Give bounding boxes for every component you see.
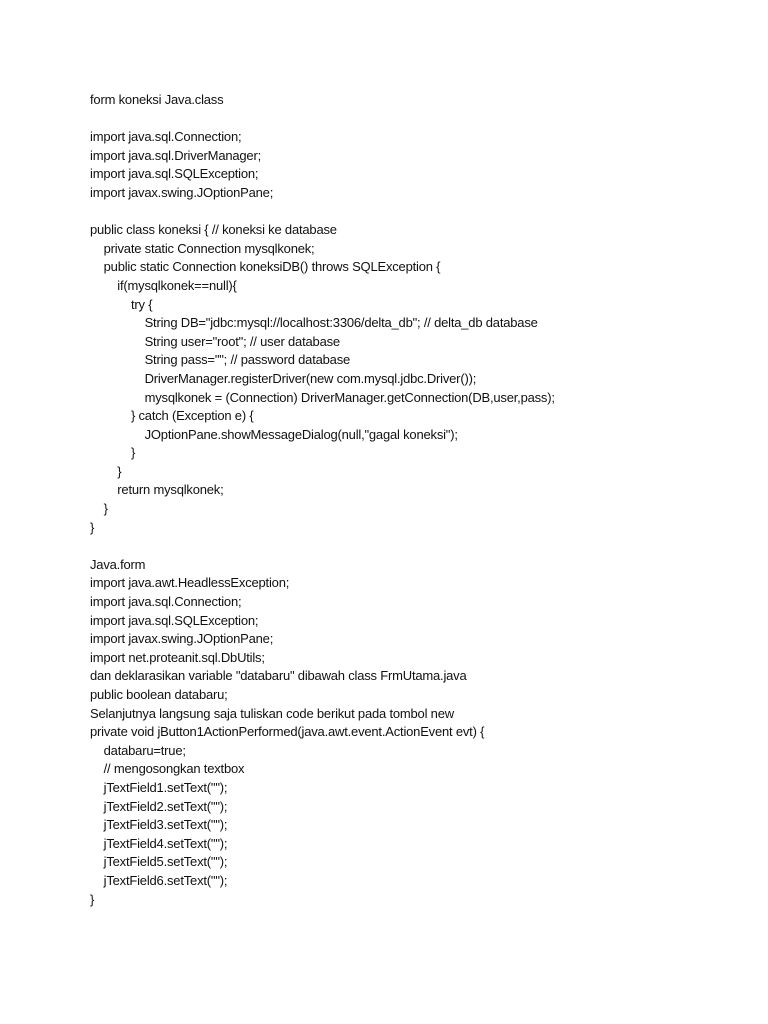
code-line: public class koneksi { // koneksi ke database xyxy=(90,222,337,238)
code-line: jTextField6.setText(""); xyxy=(90,872,228,888)
code-line: private static Connection mysqlkonek; xyxy=(90,240,315,256)
code-line: databaru=true; xyxy=(90,742,186,758)
code-line: String DB="jdbc:mysql://localhost:3306/delta_db"; // delta_db database xyxy=(90,315,538,331)
code-line: import java.awt.HeadlessException; xyxy=(90,575,290,591)
code-line: import java.sql.Connection; xyxy=(90,129,242,145)
code-line: import java.sql.Connection; xyxy=(90,594,242,610)
code-line: import javax.swing.JOptionPane; xyxy=(90,184,274,200)
code-line: JOptionPane.showMessageDialog(null,"gagal koneksi"); xyxy=(90,426,458,442)
blank-line xyxy=(90,203,750,222)
code-line: public static Connection koneksiDB() throws SQLException { xyxy=(90,259,441,275)
code-line: try { xyxy=(90,296,153,312)
code-line: return mysqlkonek; xyxy=(90,482,224,498)
code-line: } xyxy=(90,501,108,517)
code-line: Selanjutnya langsung saja tuliskan code berikut pada tombol new xyxy=(90,705,454,721)
code-line: import java.sql.DriverManager; xyxy=(90,147,262,163)
code-line: import javax.swing.JOptionPane; xyxy=(90,631,274,647)
code-line: } xyxy=(90,891,95,907)
section-title: form koneksi Java.class xyxy=(90,92,224,107)
code-line: public boolean databaru; xyxy=(90,687,228,702)
blank-line xyxy=(90,110,750,129)
code-line: // mengosongkan textbox xyxy=(90,761,245,777)
code-line: } xyxy=(90,463,122,479)
code-line: mysqlkonek = (Connection) DriverManager.getConnection(DB,user,pass); xyxy=(90,389,555,405)
code-line: } xyxy=(90,519,95,535)
code-line: String pass=""; // password database xyxy=(90,352,351,368)
code-line: jTextField1.setText(""); xyxy=(90,779,228,795)
code-line: jTextField2.setText(""); xyxy=(90,798,228,814)
code-line: jTextField5.setText(""); xyxy=(90,854,228,870)
code-line: } xyxy=(90,445,136,461)
code-line: DriverManager.registerDriver(new com.mysql.jdbc.Driver()); xyxy=(90,370,477,386)
blank-line xyxy=(90,537,750,556)
section-title: Java.form xyxy=(90,556,146,572)
code-line: } catch (Exception e) { xyxy=(90,408,254,424)
code-block-koneksi xyxy=(90,110,750,556)
code-line: import java.sql.SQLException; xyxy=(90,166,259,182)
code-line: import java.sql.SQLException; xyxy=(90,612,259,628)
code-line: if(mysqlkonek==null){ xyxy=(90,277,237,293)
code-line: String user="root"; // user database xyxy=(90,333,340,349)
code-line: jTextField3.setText(""); xyxy=(90,817,228,833)
document-body xyxy=(90,91,750,909)
code-block-java-form xyxy=(90,574,750,909)
code-line: import net.proteanit.sql.DbUtils; xyxy=(90,649,265,665)
code-line: jTextField4.setText(""); xyxy=(90,835,228,851)
code-line: dan deklarasikan variable "databaru" dibawah class FrmUtama.java xyxy=(90,668,467,684)
code-line: private void jButton1ActionPerformed(java.awt.event.ActionEvent evt) { xyxy=(90,724,485,740)
